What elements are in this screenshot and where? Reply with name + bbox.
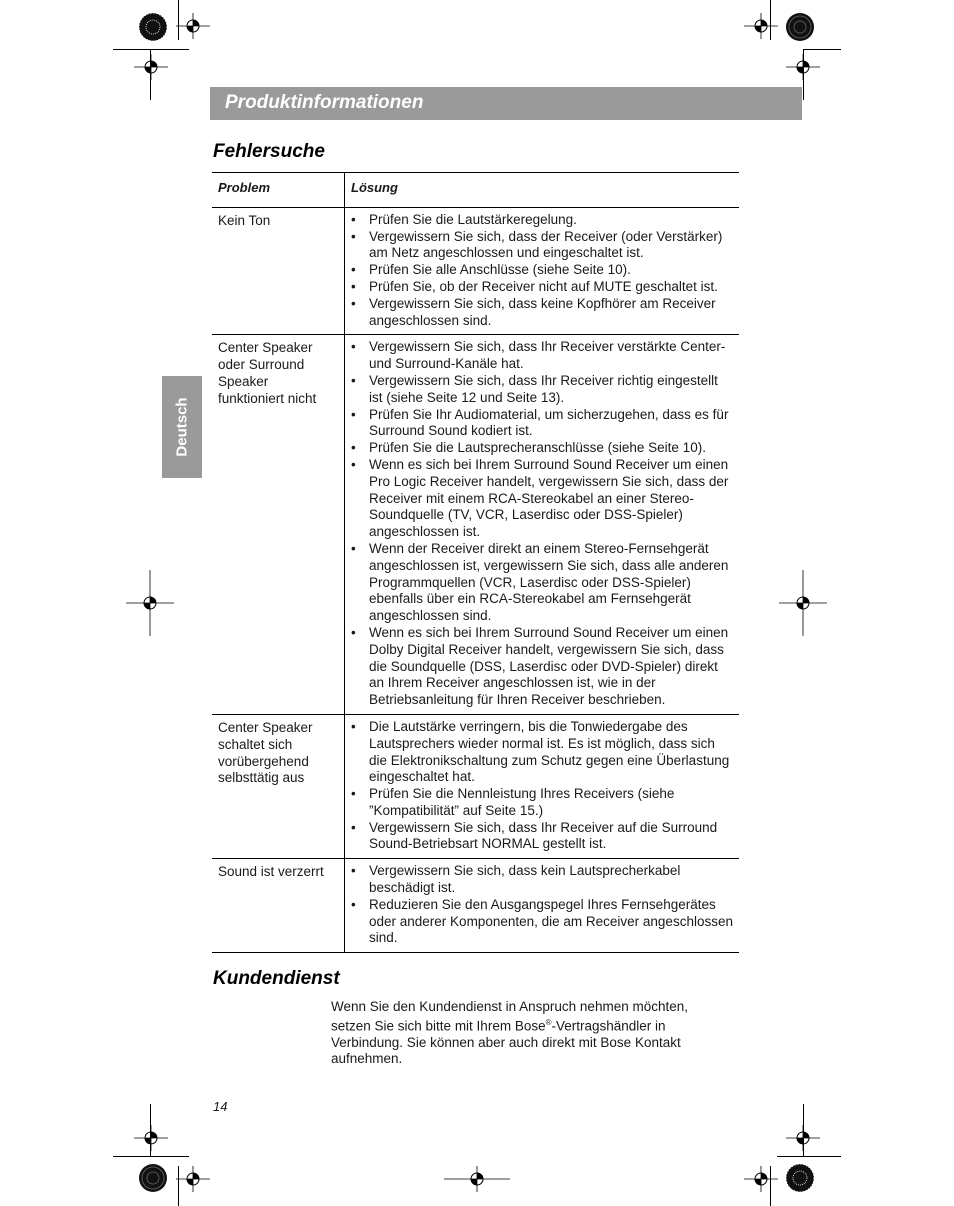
problem-cell: Sound ist verzerrt xyxy=(218,864,324,880)
crosshair-mark-icon xyxy=(786,1125,820,1151)
solution-item: • Prüfen Sie die Lautsprecheranschlüsse (siehe Seite 10). xyxy=(351,440,733,457)
solution-cell xyxy=(345,859,740,953)
table-header-row xyxy=(212,173,739,208)
table-row xyxy=(212,335,739,715)
solution-item: • Prüfen Sie, ob der Receiver nicht auf MUTE geschaltet ist. xyxy=(351,279,733,296)
kundendienst-text-start: Wenn Sie den Kundendienst in Anspruch nehmen möchten, setzen Sie sich bitte mit Ihrem Bose xyxy=(331,999,688,1034)
crosshair-mark-icon xyxy=(176,13,210,39)
troubleshooting-table xyxy=(212,172,739,953)
fehlersuche-heading: Fehlersuche xyxy=(213,141,325,162)
crosshair-mark-icon xyxy=(444,1166,510,1192)
solution-item: • Vergewissern Sie sich, dass der Receiver (oder Verstärker) am Netz angeschlossen und eingeschaltet ist. xyxy=(351,229,733,263)
solution-list xyxy=(351,719,733,853)
solution-item: • Reduzieren Sie den Ausgangspegel Ihres Fernsehgerätes oder anderer Komponenten, die am Receiver angeschlossen sind. xyxy=(351,897,733,947)
solution-item: • Vergewissern Sie sich, dass Ihr Receiver richtig eingestellt ist (siehe Seite 12 und Seite 13). xyxy=(351,373,733,407)
header-bar xyxy=(210,87,802,120)
problem-cell: Kein Ton xyxy=(218,212,271,228)
kundendienst-heading: Kundendienst xyxy=(213,968,340,989)
language-side-tab xyxy=(162,376,202,478)
solution-item: • Prüfen Sie Ihr Audiomaterial, um sicherzugehen, dass es für Surround Sound kodiert ist. xyxy=(351,407,733,441)
kundendienst-paragraph xyxy=(331,999,731,1067)
table-row xyxy=(212,859,739,953)
crop-line xyxy=(803,49,841,50)
crosshair-mark-icon xyxy=(176,1166,210,1192)
solution-item: • Wenn der Receiver direkt an einem Stereo-Fernsehgerät angeschlossen ist, vergewissern Sie sich, dass alle anderen Programmquellen (VCR, Laserdisc oder DSS-Spieler) ebenfalls über ein RCA-Stereokabel am Fernsehgerät angeschlossen sind. xyxy=(351,541,733,625)
solution-cell xyxy=(345,714,740,858)
solution-item: • Wenn es sich bei Ihrem Surround Sound Receiver um einen Dolby Digital Receiver handelt, vergewissern Sie sich, dass die Soundquelle (DSS, Laserdisc oder DVD-Spieler) direkt an Ihrem Receiver angeschlossen ist, wie in der Betriebsanleitung für Ihren Receiver beschrieben. xyxy=(351,625,733,709)
crop-line xyxy=(777,1156,841,1157)
crop-line xyxy=(113,1156,189,1157)
registration-mark-icon xyxy=(785,12,815,42)
solution-item: • Die Lautstärke verringern, bis die Tonwiedergabe des Lautsprechers wieder normal ist. Es ist möglich, dass sich die Elektronikschaltung zum Schutz gegen eine Überlastung eingeschaltet hat. xyxy=(351,719,733,786)
table-row xyxy=(212,207,739,335)
crop-line xyxy=(113,49,189,50)
solution-cell xyxy=(345,335,740,715)
table-row xyxy=(212,714,739,858)
solution-item: • Vergewissern Sie sich, dass Ihr Receiver auf die Surround Sound-Betriebsart NORMAL gestellt ist. xyxy=(351,820,733,854)
solution-item: • Vergewissern Sie sich, dass keine Kopfhörer am Receiver angeschlossen sind. xyxy=(351,296,733,330)
crosshair-mark-icon xyxy=(779,570,827,636)
problem-cell: Center Speaker schaltet sich vorübergehend selbsttätig aus xyxy=(218,719,313,786)
language-tab-label: Deutsch xyxy=(173,397,191,457)
registered-mark: ® xyxy=(545,1018,552,1027)
table-body xyxy=(212,207,739,952)
header-title: Produktinformationen xyxy=(225,92,424,113)
solution-item: • Prüfen Sie die Nennleistung Ihres Receivers (siehe ”Kompatibilität” auf Seite 15.) xyxy=(351,786,733,820)
registration-mark-icon xyxy=(785,1163,815,1193)
crosshair-mark-icon xyxy=(744,13,778,39)
solution-cell xyxy=(345,207,740,335)
problem-cell: Center Speaker oder Surround Speaker funktioniert nicht xyxy=(218,340,317,406)
crosshair-mark-icon xyxy=(786,54,820,80)
solution-item: • Vergewissern Sie sich, dass kein Lautsprecherkabel beschädigt ist. xyxy=(351,863,733,897)
kundendienst-text-end: -Vertragshändler in Verbindung. Sie können aber auch direkt mit Bose Kontakt aufnehmen. xyxy=(331,1018,681,1066)
solution-item: • Vergewissern Sie sich, dass Ihr Receiver verstärkte Center- und Surround-Kanäle hat. xyxy=(351,339,733,373)
crosshair-mark-icon xyxy=(134,1125,168,1151)
solution-list xyxy=(351,212,733,330)
page-number: 14 xyxy=(213,1099,228,1114)
registration-mark-icon xyxy=(138,12,168,42)
solution-item: • Wenn es sich bei Ihrem Surround Sound Receiver um einen Pro Logic Receiver handelt, vergewissern Sie sich, dass der Receiver mit einem RCA-Stereokabel an einer Stereo-Soundquelle (TV, VCR, Laserdisc oder DSS-Spieler) angeschlossen ist. xyxy=(351,457,733,541)
solution-list xyxy=(351,863,733,947)
crosshair-mark-icon xyxy=(126,570,174,636)
solution-item: • Prüfen Sie alle Anschlüsse (siehe Seite 10). xyxy=(351,262,733,279)
column-header-solution: Lösung xyxy=(345,173,740,208)
solution-item: • Prüfen Sie die Lautstärkeregelung. xyxy=(351,212,733,229)
crosshair-mark-icon xyxy=(134,54,168,80)
registration-mark-icon xyxy=(138,1163,168,1193)
crosshair-mark-icon xyxy=(744,1166,778,1192)
column-header-problem: Problem xyxy=(218,180,271,195)
solution-list xyxy=(351,339,733,709)
